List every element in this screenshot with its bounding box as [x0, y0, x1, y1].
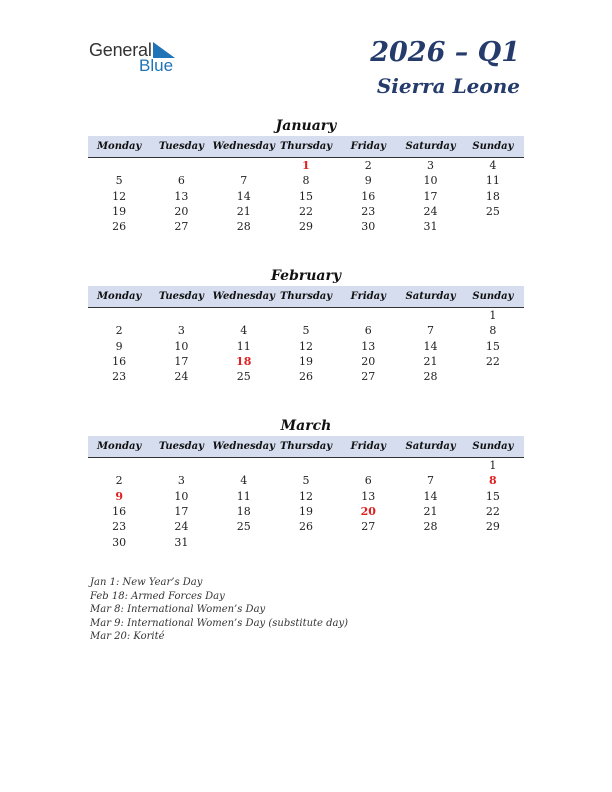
day-cell: 20	[361, 355, 376, 369]
week-row	[88, 339, 524, 354]
holiday-note: Jan 1: New Year’s Day	[90, 577, 203, 588]
day-cell: 27	[361, 370, 376, 384]
month-march	[88, 416, 524, 550]
weekday-label: Saturday	[405, 291, 456, 302]
day-cell: 21	[236, 205, 251, 219]
day-cell: 18	[236, 355, 252, 369]
weekday-label: Wednesday	[212, 441, 275, 452]
day-cell: 11	[236, 489, 251, 503]
day-cell: 5	[115, 174, 123, 188]
weekday-label: Tuesday	[158, 291, 204, 302]
day-cell: 4	[489, 159, 497, 173]
quarter-title: 2026 – Q1	[370, 37, 520, 68]
day-cell: 16	[112, 505, 127, 519]
day-cell: 31	[423, 220, 438, 234]
day-cell: 14	[423, 489, 438, 503]
day-cell: 17	[423, 189, 438, 203]
weekday-header	[88, 436, 524, 458]
week-row	[88, 308, 524, 323]
generalblue-logo	[89, 40, 189, 76]
day-cell: 19	[298, 355, 313, 369]
day-cell: 22	[485, 505, 500, 519]
weekday-label: Monday	[96, 291, 142, 302]
week-row	[88, 473, 524, 488]
holiday-note: Mar 9: International Women’s Day (substitute day)	[90, 617, 349, 629]
day-cell: 3	[177, 324, 185, 338]
day-cell: 8	[489, 324, 497, 338]
day-cell: 19	[298, 505, 313, 519]
day-cell: 26	[298, 520, 313, 534]
day-cell: 11	[485, 174, 500, 188]
day-cell: 28	[423, 370, 438, 384]
day-cell: 10	[423, 174, 438, 188]
week-row	[88, 173, 524, 188]
day-cell: 6	[364, 324, 372, 338]
day-cell: 18	[485, 189, 500, 203]
day-cell: 5	[302, 474, 310, 488]
weekday-label: Friday	[350, 291, 386, 302]
week-row	[88, 504, 524, 519]
day-cell: 28	[236, 220, 251, 234]
day-cell: 13	[361, 339, 376, 353]
day-cell: 20	[174, 205, 189, 219]
day-cell: 4	[240, 474, 248, 488]
day-cell: 2	[115, 324, 123, 338]
day-cell: 16	[112, 355, 127, 369]
week-row	[88, 204, 524, 219]
day-cell: 30	[361, 220, 376, 234]
day-cell: 22	[485, 355, 500, 369]
weekday-label: Monday	[96, 441, 142, 452]
day-cell: 10	[174, 489, 189, 503]
day-cell: 19	[112, 205, 127, 219]
weekday-label: Tuesday	[158, 441, 204, 452]
day-cell: 1	[489, 309, 497, 323]
day-cell: 8	[489, 474, 497, 488]
weekday-header	[88, 136, 524, 158]
day-cell: 13	[361, 489, 376, 503]
day-cell: 26	[298, 370, 313, 384]
day-cell: 1	[489, 459, 497, 473]
day-cell: 3	[427, 159, 435, 173]
day-cell: 6	[364, 474, 372, 488]
holiday-note: Mar 20: Korité	[90, 631, 165, 643]
week-row	[88, 323, 524, 338]
day-cell: 4	[240, 324, 248, 338]
day-cell: 6	[177, 174, 185, 188]
day-cell: 7	[427, 324, 435, 338]
weekday-label: Friday	[350, 441, 386, 452]
day-cell: 26	[112, 220, 127, 234]
day-cell: 7	[427, 474, 435, 488]
weekday-label: Friday	[350, 141, 386, 152]
day-cell: 24	[423, 205, 438, 219]
weekday-label: Wednesday	[212, 291, 275, 302]
day-cell: 29	[485, 520, 500, 534]
weekday-label: Saturday	[405, 441, 456, 452]
day-cell: 9	[364, 174, 372, 188]
day-cell: 13	[174, 189, 189, 203]
week-row	[88, 534, 524, 549]
weekday-label: Thursday	[279, 291, 333, 302]
day-cell: 25	[485, 205, 500, 219]
month-name: February	[270, 268, 341, 284]
day-cell: 18	[236, 505, 251, 519]
day-cell: 15	[485, 489, 500, 503]
weekday-label: Sunday	[472, 441, 514, 452]
logo-text-blue: Blue	[139, 56, 174, 75]
day-cell: 23	[112, 370, 127, 384]
week-row	[88, 189, 524, 204]
day-cell: 3	[177, 474, 185, 488]
weekday-label: Wednesday	[212, 141, 275, 152]
weekday-label: Monday	[96, 141, 142, 152]
day-cell: 15	[485, 339, 500, 353]
day-cell: 8	[302, 174, 310, 188]
day-cell: 23	[361, 205, 376, 219]
day-cell: 12	[298, 489, 313, 503]
day-cell: 12	[298, 339, 313, 353]
day-cell: 7	[240, 174, 248, 188]
day-cell: 28	[423, 520, 438, 534]
day-cell: 9	[115, 339, 123, 353]
holiday-note: Mar 8: International Women’s Day	[90, 604, 266, 616]
day-cell: 22	[298, 205, 313, 219]
day-cell: 25	[236, 520, 251, 534]
day-cell: 23	[112, 520, 127, 534]
day-cell: 20	[360, 505, 376, 519]
day-cell: 17	[174, 355, 189, 369]
month-january	[88, 116, 524, 234]
day-cell: 14	[236, 189, 251, 203]
day-cell: 30	[112, 535, 127, 549]
country-title: Sierra Leone	[376, 74, 520, 98]
day-cell: 16	[361, 189, 376, 203]
week-row	[88, 219, 524, 234]
week-row	[88, 354, 524, 369]
day-cell: 2	[115, 474, 123, 488]
day-cell: 21	[423, 505, 438, 519]
page-title	[370, 36, 520, 100]
week-row	[88, 519, 524, 534]
day-cell: 24	[174, 370, 189, 384]
week-row	[88, 489, 524, 504]
day-cell: 15	[298, 189, 313, 203]
weekday-label: Saturday	[405, 141, 456, 152]
weekday-header	[88, 286, 524, 308]
day-cell: 29	[298, 220, 313, 234]
day-cell: 31	[174, 535, 189, 549]
week-row	[88, 369, 524, 384]
day-cell: 24	[174, 520, 189, 534]
day-cell: 17	[174, 505, 189, 519]
week-row	[88, 458, 524, 473]
month-name: January	[275, 118, 337, 134]
holiday-note: Feb 18: Armed Forces Day	[90, 590, 225, 602]
month-name: March	[280, 418, 332, 434]
day-cell: 10	[174, 339, 189, 353]
day-cell: 12	[112, 189, 127, 203]
day-cell: 11	[236, 339, 251, 353]
weekday-label: Sunday	[472, 141, 514, 152]
day-cell: 14	[423, 339, 438, 353]
weekday-label: Tuesday	[158, 141, 204, 152]
day-cell: 5	[302, 324, 310, 338]
holiday-notes	[90, 576, 348, 644]
weekday-label: Sunday	[472, 291, 514, 302]
day-cell: 21	[423, 355, 438, 369]
day-cell: 27	[174, 220, 189, 234]
day-cell: 1	[302, 159, 310, 173]
week-row	[88, 158, 524, 173]
day-cell: 25	[236, 370, 251, 384]
weekday-label: Thursday	[279, 141, 333, 152]
day-cell: 27	[361, 520, 376, 534]
day-cell: 9	[115, 489, 123, 503]
month-february	[88, 266, 524, 384]
day-cell: 2	[364, 159, 372, 173]
logo-text-general: General	[89, 40, 152, 60]
weekday-label: Thursday	[279, 441, 333, 452]
